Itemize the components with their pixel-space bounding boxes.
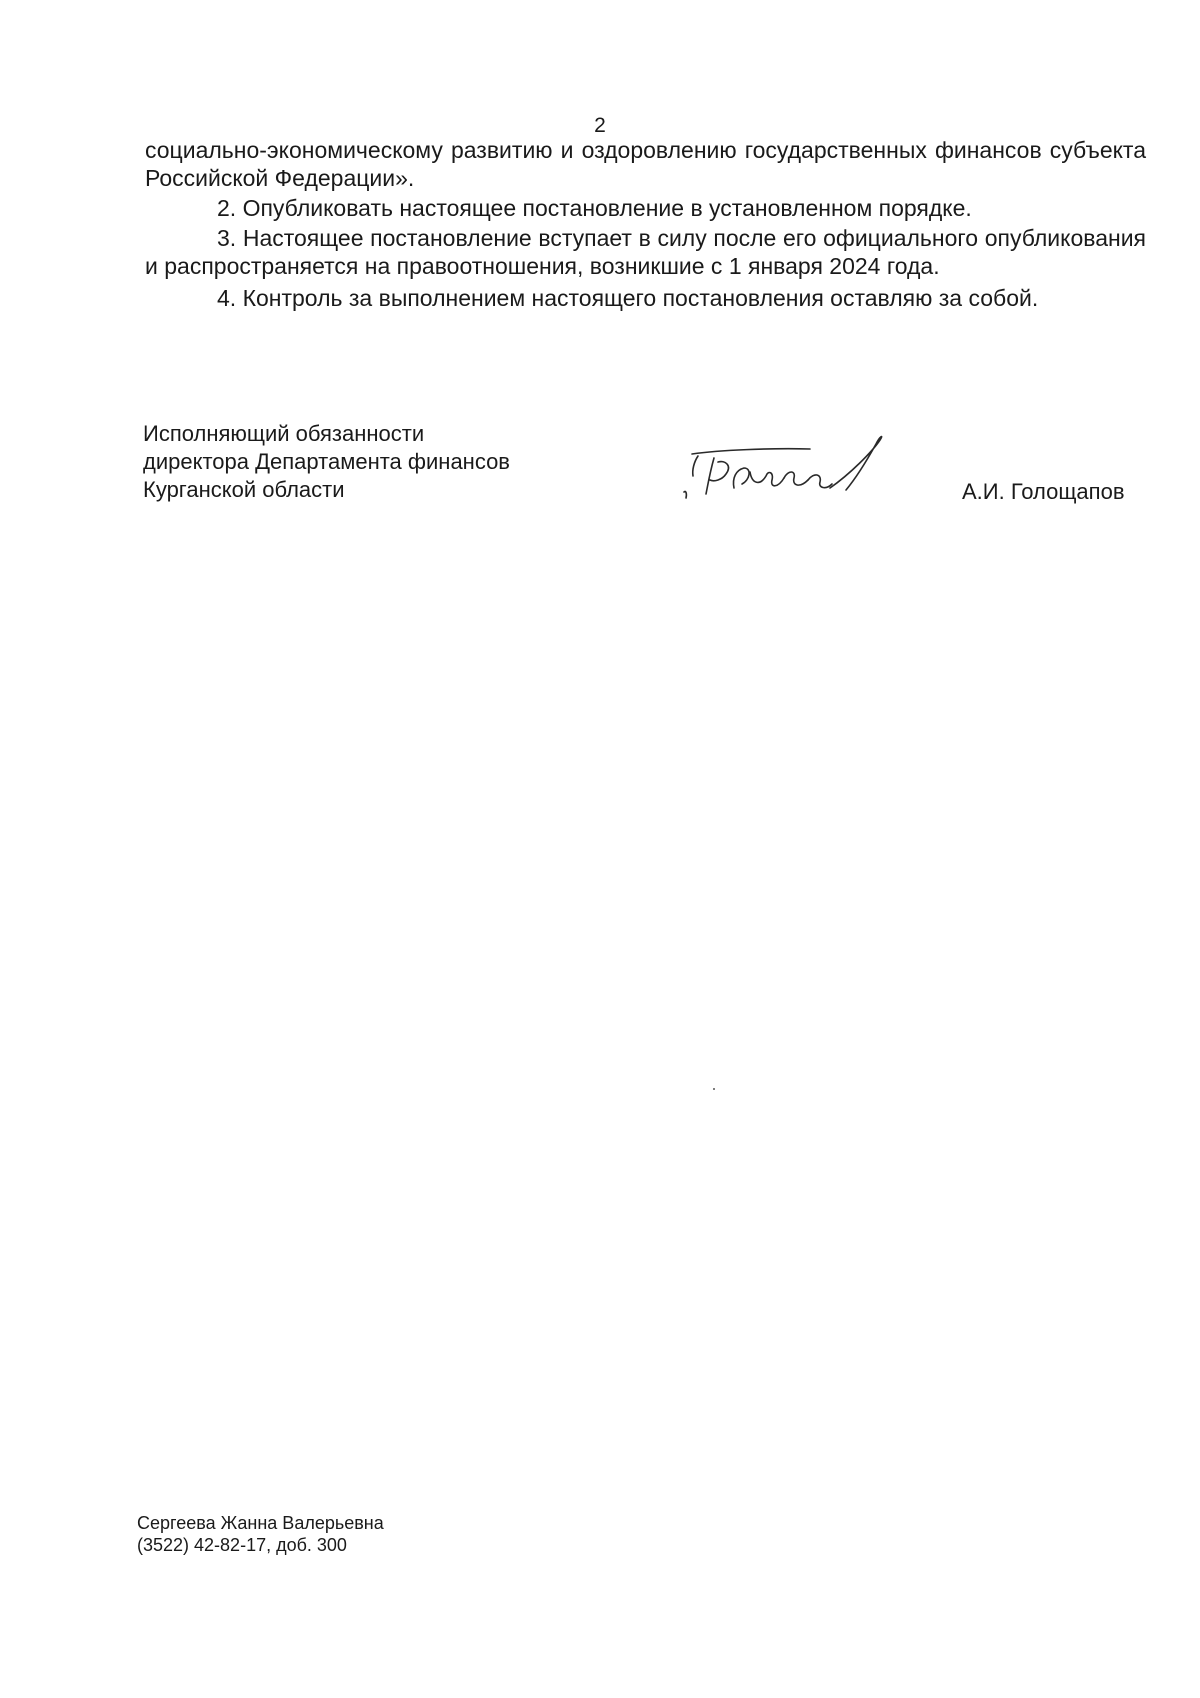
executor-contact <box>137 1512 384 1556</box>
executor-phone: (3522) 42-82-17, доб. 300 <box>137 1535 347 1555</box>
executor-name: Сергеева Жанна Валерьевна <box>137 1513 384 1533</box>
signatory-name: А.И. Голощапов <box>962 479 1125 504</box>
scan-speck <box>713 1088 715 1090</box>
signatory-position-line: Курганской области <box>143 477 345 502</box>
paragraph-item-4: 4. Контроль за выполнением настоящего постановления оставляю за собой. <box>217 285 1039 311</box>
signatory-position-line: директора Департамента финансов <box>143 449 510 474</box>
handwritten-signature <box>680 432 910 512</box>
paragraph-item-2: 2. Опубликовать настоящее постановление в установленном порядке. <box>217 195 972 221</box>
paragraph-continuation: социально-экономическому развитию и оздоровлению государственных финансов субъекта Российской Федерации». <box>145 137 1146 191</box>
signatory-position-line: Исполняющий обязанности <box>143 421 425 446</box>
paragraph-item-3: 3. Настоящее постановление вступает в силу после его официального опубликования и распространяется на правоотношения, возникшие с 1 января 2024 года. <box>145 225 1146 279</box>
page-number: 2 <box>594 114 606 137</box>
signatory-position <box>143 420 510 504</box>
document-body <box>145 136 1146 312</box>
